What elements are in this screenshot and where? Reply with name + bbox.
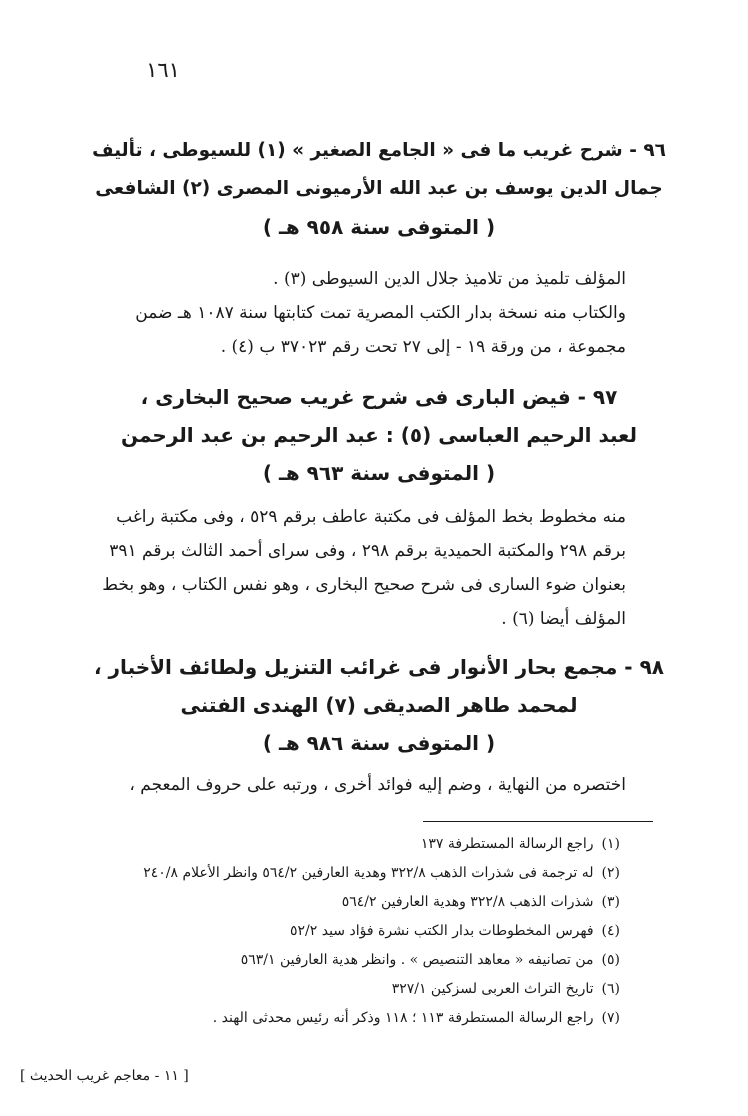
footnotes [90,830,620,1033]
footnote-marker: (٢) [601,865,620,881]
entry-96-body [100,262,626,364]
footnote-divider [423,821,653,822]
body-line: منه مخطوط بخط المؤلف فى مكتبة عاطف برقم ٥٢٩ ، وفى مكتبة راغب [116,507,626,527]
heading-line: ٩٦ - شرح غريب ما فى « الجامع الصغير » (١) للسيوطى ، تأليف [92,140,666,161]
heading-line: جمال الدين يوسف بن عبد الله الأرميونى المصرى (٢) الشافعى [95,178,663,199]
footnote-4 [90,917,620,946]
printer-signature: [ ١١ - معاجم غريب الحديث ] [20,1068,189,1084]
footnote-marker: (٥) [601,952,620,968]
entry-98-heading [90,648,668,762]
heading-line: لمحمد طاهر الصديقى (٧) الهندى الفتنى [180,693,578,717]
heading-line: ٩٨ - مجمع بحار الأنوار فى غرائب التنزيل ولطائف الأخبار ، [93,655,664,679]
footnote-marker: (٦) [601,981,620,997]
entry-98-body [100,768,626,802]
footnote-6 [90,975,620,1004]
footnote-text: راجع الرسالة المستطرفة ١٣٧ [420,836,594,852]
body-line: مجموعة ، من ورقة ١٩ - إلى ٢٧ تحت رقم ٣٧٠٢٣ ب (٤) . [220,337,626,357]
entry-96-heading [90,132,668,246]
footnote-2 [90,859,620,888]
footnote-marker: (٤) [601,923,620,939]
footnote-text: تاريخ التراث العربى لسزكين ٣٢٧/١ [391,981,594,997]
heading-line: ( المتوفى سنة ٩٦٣ هـ ) [262,461,496,485]
footnote-7 [90,1004,620,1033]
heading-line: ( المتوفى سنة ٩٨٦ هـ ) [262,731,496,755]
footnote-text: له ترجمة فى شذرات الذهب ٣٢٢/٨ وهدية العارفين ٥٦٤/٢ وانظر الأعلام ٢٤٠/٨ [143,865,594,881]
footnote-text: شذرات الذهب ٣٢٢/٨ وهدية العارفين ٥٦٤/٢ [341,894,594,910]
footnote-marker: (٧) [601,1010,620,1026]
heading-line: لعبد الرحيم العباسى (٥) : عبد الرحيم بن عبد الرحمن [121,423,637,447]
footnote-marker: (١) [601,836,620,852]
entry-97-heading [90,378,668,492]
footnote-text: فهرس المخطوطات بدار الكتب نشرة فؤاد سيد ٥٢/٢ [290,923,594,939]
footnote-3 [90,888,620,917]
body-line: برقم ٢٩٨ والمكتبة الحميدية برقم ٢٩٨ ، وفى سراى أحمد الثالث برقم ٣٩١ [109,541,626,561]
footnote-text: من تصانيفه « معاهد التنصيص » . وانظر هدية العارفين ٥٦٣/١ [240,952,594,968]
body-line: المؤلف تلميذ من تلاميذ جلال الدين السيوطى (٣) . [273,269,626,289]
body-line: والكتاب منه نسخة بدار الكتب المصرية تمت كتابتها سنة ١٠٨٧ هـ ضمن [135,303,626,323]
body-line: بعنوان ضوء السارى فى شرح صحيح البخارى ، وهو نفس الكتاب ، وهو بخط [102,575,626,595]
footnote-5 [90,946,620,975]
page-number: ١٦١ [146,58,180,82]
footnote-marker: (٣) [601,894,620,910]
footnote-text: راجع الرسالة المستطرفة ١١٣ ؛ ١١٨ وذكر أنه رئيس محدثى الهند . [212,1010,594,1026]
footnote-1 [90,830,620,859]
heading-line: ٩٧ - فيض البارى فى شرح غريب صحيح البخارى ، [140,385,618,409]
entry-97-body [100,500,626,636]
body-line: المؤلف أيضا (٦) . [501,609,626,629]
heading-line: ( المتوفى سنة ٩٥٨ هـ ) [262,215,496,239]
body-line: اختصره من النهاية ، وضم إليه فوائد أخرى ، ورتبه على حروف المعجم ، [129,775,626,795]
